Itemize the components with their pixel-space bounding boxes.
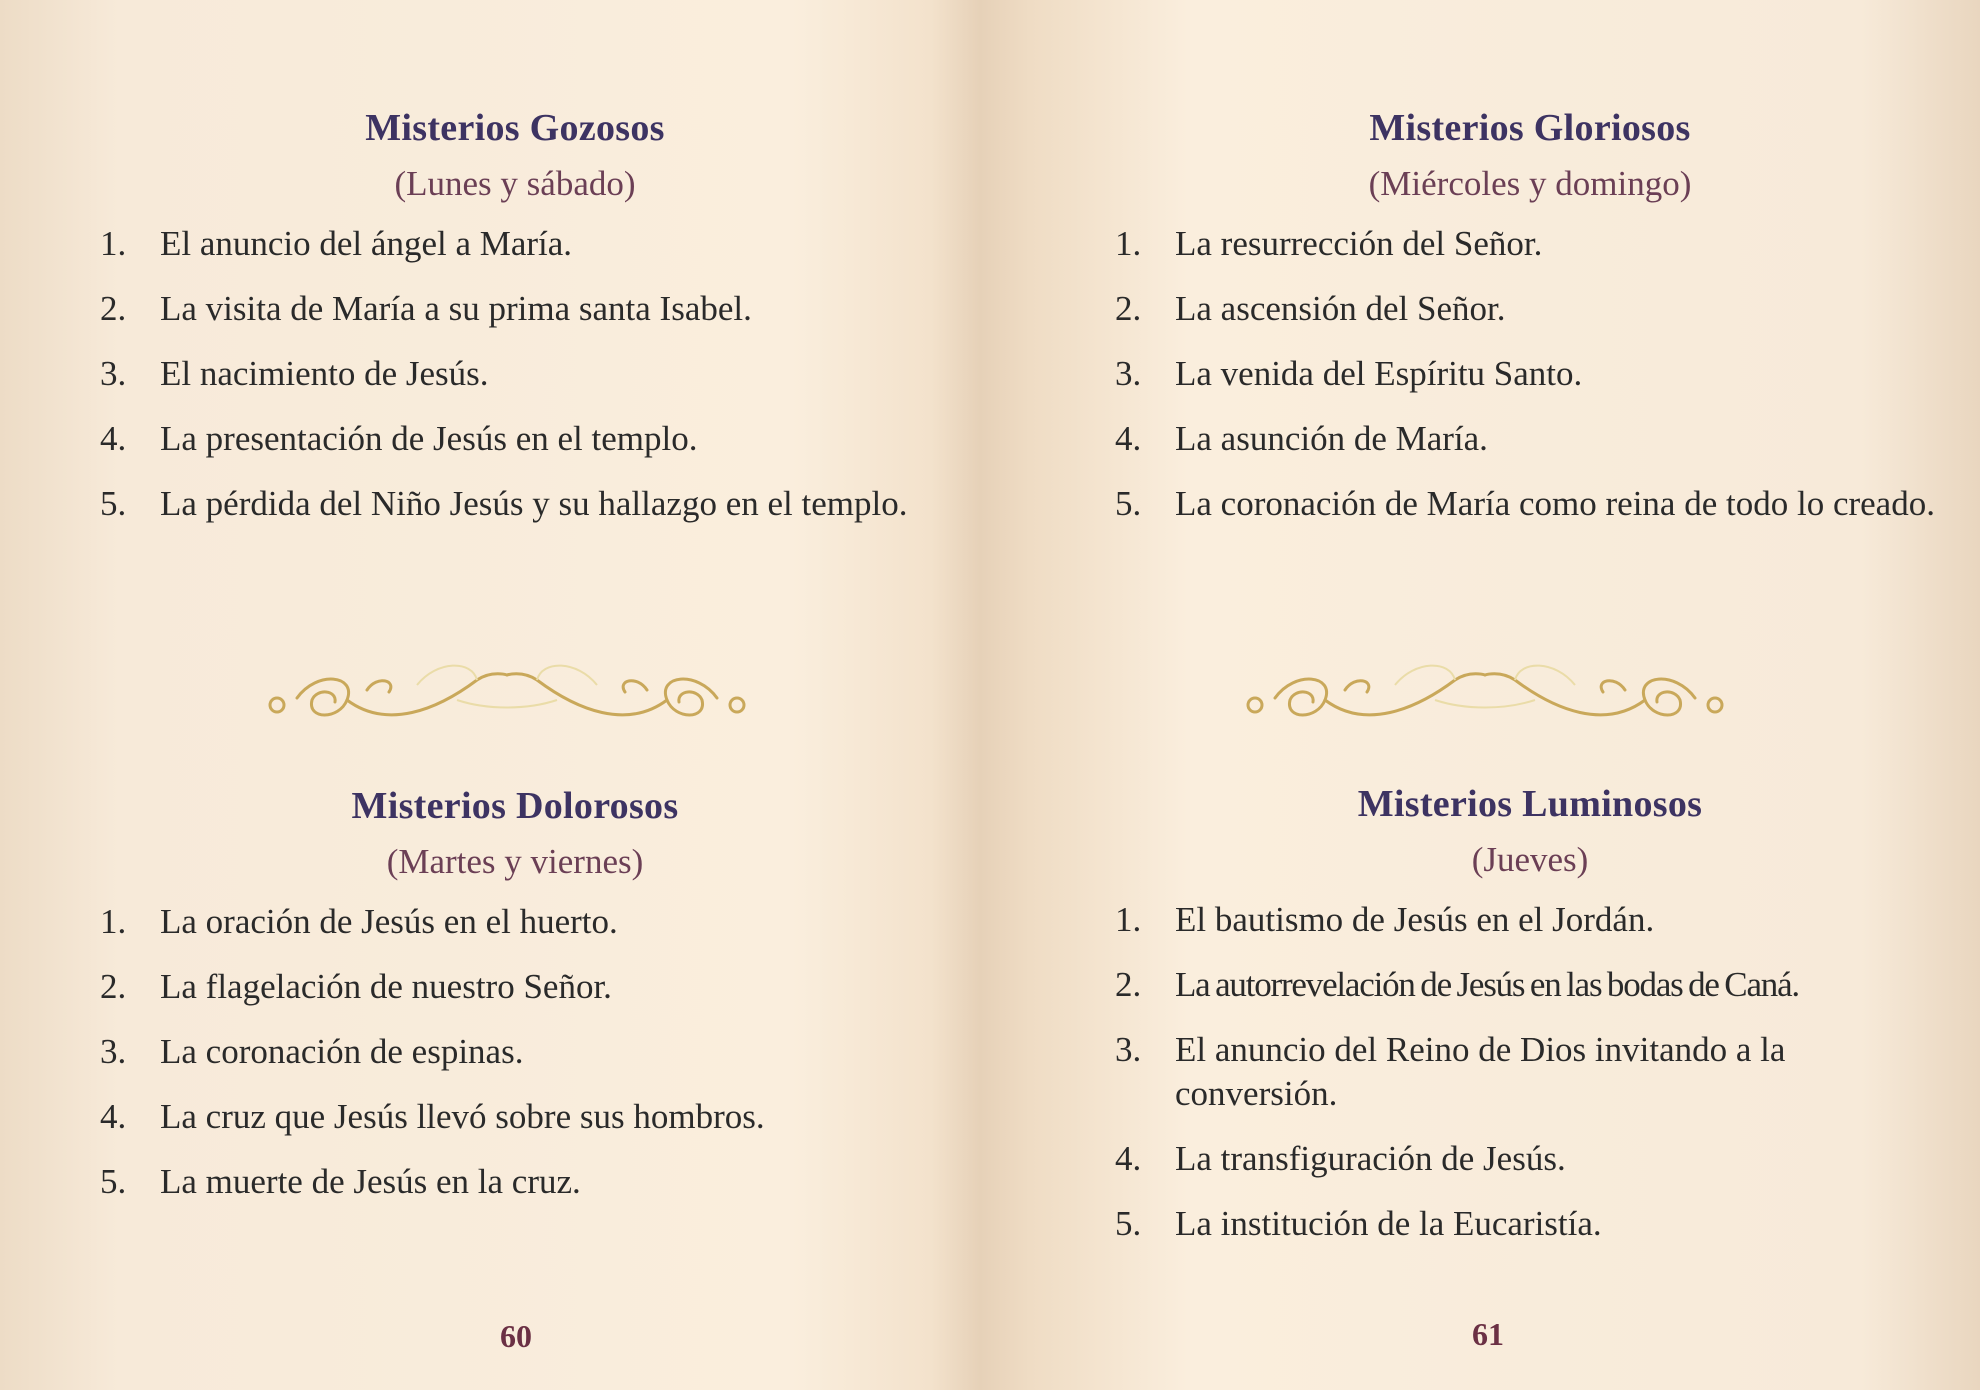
item-number: 4. <box>100 419 127 458</box>
list-item <box>1115 417 1945 461</box>
section-subtitle: (Jueves) <box>1471 840 1589 879</box>
item-number: 2. <box>1115 965 1142 1004</box>
item-text: La institución de la Eucaristía. <box>1175 1204 1602 1243</box>
mystery-list <box>100 900 930 1204</box>
item-number: 5. <box>1115 484 1142 523</box>
list-item <box>100 1030 930 1074</box>
mystery-list <box>1115 222 1945 526</box>
item-text: El anuncio del ángel a María. <box>160 224 573 263</box>
item-number: 1. <box>1115 224 1142 263</box>
item-number: 3. <box>100 1032 127 1071</box>
section-title: Misterios Luminosos <box>1357 783 1703 825</box>
item-number: 3. <box>1115 354 1142 393</box>
section-title: Misterios Gozosos <box>365 107 665 149</box>
item-number: 3. <box>100 354 127 393</box>
list-item <box>100 417 930 461</box>
item-number: 2. <box>1115 289 1142 328</box>
item-number: 5. <box>1115 1204 1142 1243</box>
item-text: La cruz que Jesús llevó sobre sus hombros. <box>160 1097 765 1136</box>
item-text: La oración de Jesús en el huerto. <box>160 902 618 941</box>
list-item <box>100 965 930 1009</box>
item-text: La coronación de espinas. <box>160 1032 524 1071</box>
item-text: La coronación de María como reina de todo lo creado. <box>1175 484 1935 523</box>
section-misterios-dolorosos <box>100 784 930 1225</box>
item-text: La visita de María a su prima santa Isabel. <box>160 289 752 328</box>
list-item <box>1115 963 1945 1007</box>
item-number: 2. <box>100 967 127 1006</box>
item-text: La asunción de María. <box>1175 419 1488 458</box>
item-number: 4. <box>1115 419 1142 458</box>
item-text: La pérdida del Niño Jesús y su hallazgo en el templo. <box>160 484 908 523</box>
list-item <box>100 222 930 266</box>
item-number: 5. <box>100 1162 127 1201</box>
section-subtitle: (Miércoles y domingo) <box>1368 164 1692 203</box>
item-text: El bautismo de Jesús en el Jordán. <box>1175 900 1655 939</box>
list-item <box>1115 898 1945 942</box>
item-text: La resurrección del Señor. <box>1175 224 1543 263</box>
item-text: El nacimiento de Jesús. <box>160 354 489 393</box>
list-item <box>1115 482 1945 526</box>
item-text: La presentación de Jesús en el templo. <box>160 419 698 458</box>
list-item <box>100 482 930 526</box>
item-text: La transfiguración de Jesús. <box>1175 1139 1566 1178</box>
page-number: 61 <box>1472 1316 1504 1352</box>
list-item <box>100 1160 930 1204</box>
item-text: La venida del Espíritu Santo. <box>1175 354 1583 393</box>
section-subtitle: (Lunes y sábado) <box>394 164 636 203</box>
list-item <box>1115 1202 1945 1246</box>
list-item <box>1115 352 1945 396</box>
list-item <box>100 1095 930 1139</box>
item-number: 1. <box>1115 900 1142 939</box>
section-subtitle: (Martes y viernes) <box>386 842 644 881</box>
section-misterios-gloriosos <box>1115 106 1945 547</box>
mystery-list <box>1115 898 1945 1246</box>
mystery-list <box>100 222 930 526</box>
page-number: 60 <box>500 1318 532 1354</box>
list-item <box>100 287 930 331</box>
section-title: Misterios Dolorosos <box>351 785 679 827</box>
item-number: 5. <box>100 484 127 523</box>
list-item <box>100 900 930 944</box>
item-text: La flagelación de nuestro Señor. <box>160 967 612 1006</box>
item-number: 3. <box>1115 1030 1142 1069</box>
item-text: La ascensión del Señor. <box>1175 289 1506 328</box>
item-text: La autorrevelación de Jesús en las bodas de Caná. <box>1175 965 1799 1004</box>
flourish-divider-icon <box>257 650 757 740</box>
list-item <box>100 352 930 396</box>
list-item <box>1115 222 1945 266</box>
section-misterios-gozosos <box>100 106 930 547</box>
right-page <box>990 0 1980 1390</box>
list-item <box>1115 1028 1945 1116</box>
flourish-divider-icon <box>1235 650 1735 740</box>
item-number: 4. <box>1115 1139 1142 1178</box>
item-number: 4. <box>100 1097 127 1136</box>
item-number: 1. <box>100 224 127 263</box>
item-number: 1. <box>100 902 127 941</box>
list-item <box>1115 287 1945 331</box>
section-misterios-luminosos <box>1115 782 1945 1267</box>
item-number: 2. <box>100 289 127 328</box>
section-title: Misterios Gloriosos <box>1369 107 1691 149</box>
list-item <box>1115 1137 1945 1181</box>
item-text: El anuncio del Reino de Dios invitando a la conversión. <box>1175 1030 1786 1113</box>
item-text: La muerte de Jesús en la cruz. <box>160 1162 581 1201</box>
